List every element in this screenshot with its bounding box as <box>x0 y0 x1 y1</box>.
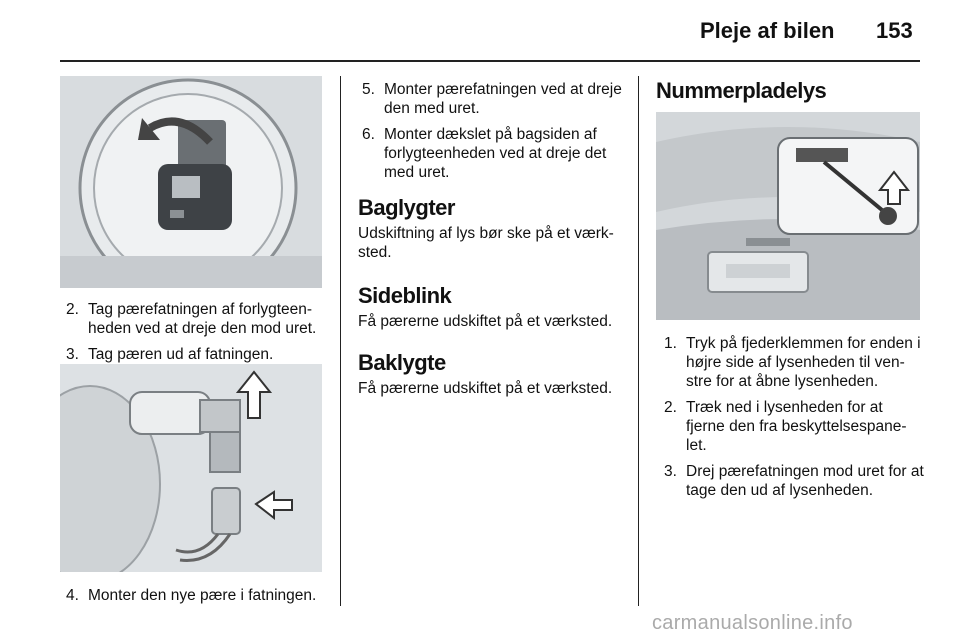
steps-list-col3 <box>664 334 924 507</box>
figure-license-plate-light <box>656 112 920 320</box>
section-heading-baglygter: Baglygter <box>358 195 455 220</box>
list-item: 1. Tryk på fjederklemmen for enden i højre side af lysenheden til ven-stre for at åbne lysenheden. <box>664 335 921 390</box>
page-title: Pleje af bilen <box>700 18 835 43</box>
page-number: 153 <box>876 18 913 43</box>
header-rule <box>60 60 920 62</box>
section-heading-baklygte: Baklygte <box>358 350 446 375</box>
column-divider-2 <box>638 76 639 606</box>
section-body-sideblink: Få pærerne udskiftet på et værksted. <box>358 313 613 330</box>
list-item: 2. Træk ned i lysenheden for at fjerne den fra beskyttelsespane-let. <box>664 399 907 454</box>
section-body-baglygter: Udskiftning af lys bør ske på et værk-sted. <box>358 225 614 261</box>
list-item: 2. Tag pærefatningen af forlygteen-heden ved at dreje den mod uret. <box>66 301 317 337</box>
column-divider-1 <box>340 76 341 606</box>
section-body-baklygte: Få pærerne udskiftet på et værksted. <box>358 380 613 397</box>
list-item: 4. Monter den nye pære i fatningen. <box>66 587 317 604</box>
steps-list-col1-b <box>66 586 328 612</box>
section-heading-sideblink: Sideblink <box>358 283 452 308</box>
list-item: 5. Monter pærefatningen ved at dreje den med uret. <box>362 81 622 117</box>
steps-list-col2 <box>362 80 624 189</box>
figure-headlamp-socket <box>60 76 322 288</box>
footer-watermark[interactable]: carmanualsonline.info <box>652 612 853 634</box>
steps-list-col1-a <box>66 300 328 371</box>
figure-bulb-socket <box>60 364 322 572</box>
list-item: 6. Monter dækslet på bagsiden af forlygteenheden ved at dreje det med uret. <box>362 126 607 181</box>
list-item: 3. Tag pæren ud af fatningen. <box>66 346 274 363</box>
section-heading-nummerpladelys: Nummerpladelys <box>656 78 827 103</box>
list-item: 3. Drej pærefatningen mod uret for at tage den ud af lysenheden. <box>664 463 924 499</box>
